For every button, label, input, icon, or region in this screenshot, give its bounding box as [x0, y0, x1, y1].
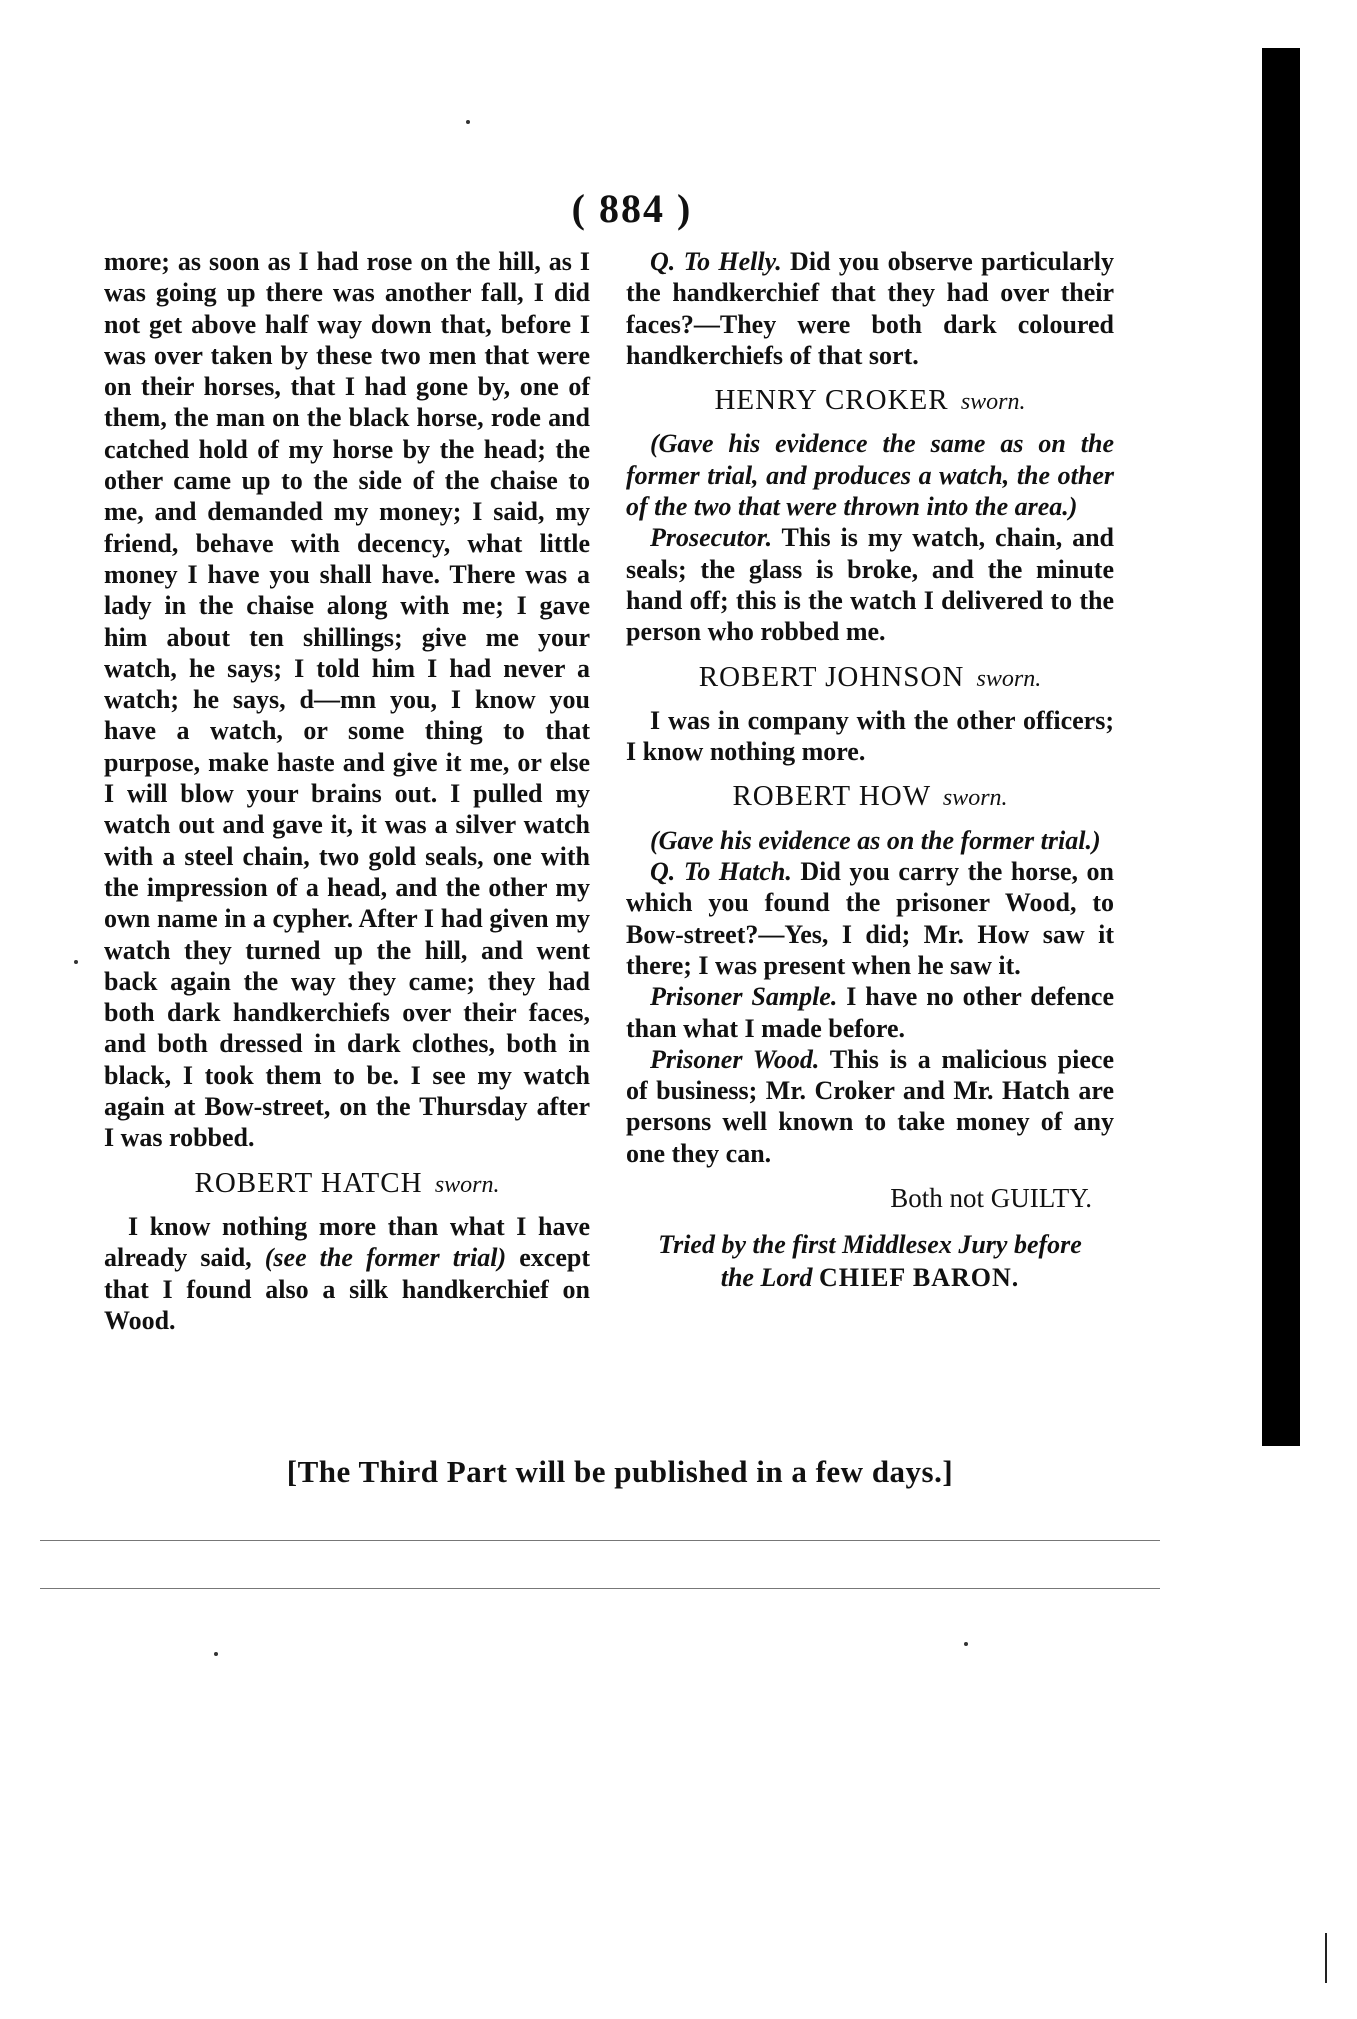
question-text: Did you carry the horse, on which you found the prisoner Wood, to Bow-street?—Yes, I did; Mr. How saw it there; I was present when he saw it.	[626, 857, 1114, 980]
speaker-label: Prisoner Sample.	[650, 982, 838, 1012]
question-text: Did you observe particularly the handkerchief that they had over their faces?—They were both dark coloured handkerchiefs of that sort.	[626, 247, 1114, 370]
scan-speck	[74, 960, 78, 964]
question-label: Q. To Hatch.	[650, 857, 792, 887]
testimony-text: except that I found also a silk handkerchief on Wood.	[104, 1243, 590, 1335]
scan-speck	[964, 1642, 968, 1646]
witness-name: HENRY CROKER	[714, 384, 949, 417]
scan-speck	[466, 120, 470, 124]
statement-paragraph	[626, 981, 1114, 1044]
evidence-note: (Gave his evidence as on the former trial.)	[650, 825, 1101, 855]
witness-name: ROBERT JOHNSON	[698, 660, 965, 693]
statement-text: I have no other defence than what I made before.	[626, 982, 1114, 1043]
sworn-label: sworn.	[942, 785, 1008, 812]
witness-heading-how	[626, 781, 1114, 814]
jury-note	[626, 1228, 1114, 1294]
testimony-paragraph: more; as soon as I had rose on the hill, as I was going up there was another fall, I did not get above half way down that, before I was over taken by these two men that were on their horses, that I had gone by, one of them, the man on the black horse, rode and catched hold of my horse by the head; the other came up to the side of the chaise to me, and demanded my money; I said, my friend, behave with decency, what little money I have you shall have. There was a lady in the chaise along with me; I gave him about ten shillings; give me your watch, he says; I told him I had never a watch; he says, d—mn you, I know you have a watch, or some thing to that purpose, make haste and give it me, or else I will blow your brains out. I pulled my watch out and gave it, it was a silver watch with a steel chain, two gold seals, one with the impression of a head, and the other my own name in a cypher. After I had given my watch they turned up the hill, and went back again the way they came; they had both dark handkerchiefs over their faces, and both dressed in dark clothes, both in black, I took them to be. I see my watch again at Bow-street, on the Thursday after I was robbed.	[104, 247, 590, 1153]
speaker-label: Prosecutor.	[650, 523, 773, 553]
sworn-label: sworn.	[960, 389, 1026, 416]
left-column	[104, 246, 590, 1336]
scan-rule	[40, 1588, 1160, 1589]
sworn-label: sworn.	[434, 1171, 500, 1198]
page-number: ( 884 )	[571, 186, 693, 231]
scan-speck	[214, 1652, 218, 1656]
question-paragraph	[626, 856, 1114, 981]
statement-text: This is a malicious piece of business; Mr. Croker and Mr. Hatch are persons well known to take money of any one they can.	[626, 1044, 1114, 1168]
speaker-label: Prisoner Wood.	[650, 1044, 820, 1074]
scan-rule	[40, 1540, 1160, 1541]
statement-paragraph	[626, 522, 1114, 647]
sworn-label: sworn.	[976, 665, 1042, 692]
witness-heading-croker	[626, 385, 1114, 418]
question-label: Q. To Helly.	[650, 247, 782, 276]
statement-text: This is my watch, chain, and seals; the glass is broke, and the minute hand off; this is the watch I delivered to the person who robbed me.	[626, 523, 1114, 647]
right-column	[626, 246, 1114, 1294]
verdict: Both not GUILTY.	[890, 1183, 1092, 1214]
witness-heading-johnson	[626, 662, 1114, 695]
witness-name: ROBERT HOW	[732, 780, 931, 813]
question-paragraph	[626, 246, 1114, 371]
statement-paragraph	[626, 1044, 1114, 1169]
testimony-paragraph	[104, 1211, 590, 1336]
jury-note-line: Tried by the first Middlesex Jury before	[658, 1230, 1082, 1260]
scan-edge-bar	[1262, 48, 1300, 1446]
judge-title: CHIEF BARON.	[818, 1263, 1020, 1293]
jury-note-text: the Lord	[720, 1263, 819, 1293]
publication-notice: [The Third Part will be published in a few days.]	[286, 1454, 954, 1489]
evidence-note: (Gave his evidence the same as on the former trial, and produces a watch, the other of the two that were thrown into the area.)	[626, 429, 1114, 522]
testimony-paragraph: I was in company with the other officers; I know nothing more.	[626, 705, 1114, 767]
scan-edge-tick	[1325, 1933, 1327, 1983]
jury-note-line	[626, 1261, 1114, 1294]
witness-name: ROBERT HATCH	[194, 1166, 423, 1199]
reference-note: (see the former trial)	[264, 1243, 507, 1273]
testimony-text: I know nothing more than what I have already said,	[104, 1211, 590, 1273]
witness-heading-hatch	[104, 1168, 590, 1201]
